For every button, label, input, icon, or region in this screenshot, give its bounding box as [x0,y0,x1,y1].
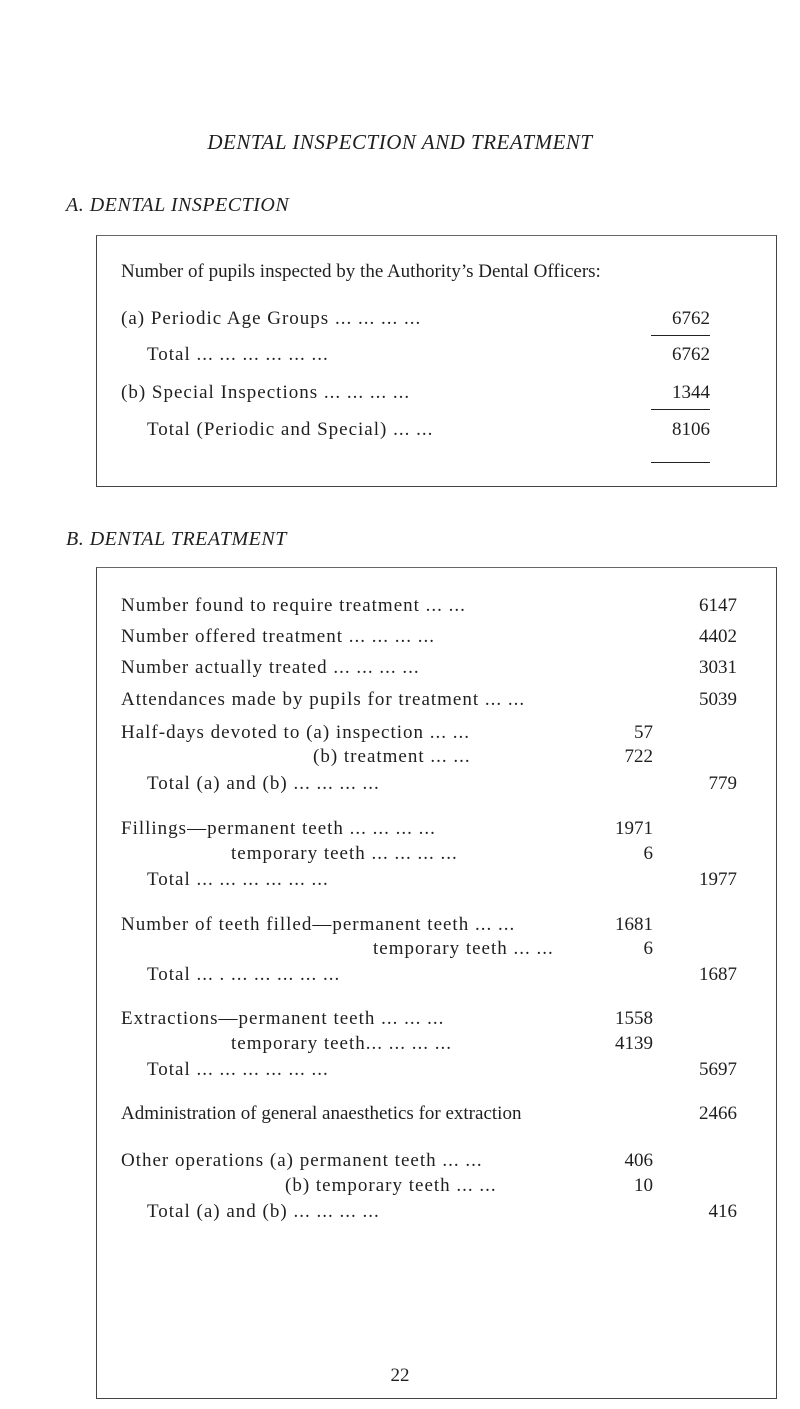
halfdays-treatment-label: (b) treatment ... ... [313,746,471,767]
fillings-permanent-label: Fillings—permanent teeth ... ... ... ... [121,818,436,839]
fillings-permanent-value: 1971 [615,818,653,839]
periodic-value: 6762 [672,308,710,329]
rule [651,409,710,410]
fillings-temporary-label: temporary teeth ... ... ... ... [231,843,458,864]
total-value: 6762 [672,344,710,365]
fillings-total-value: 1977 [699,869,737,890]
anaesthetics-label: Administration of general anaesthetics for extraction [121,1103,522,1124]
page-title: DENTAL INSPECTION AND TREATMENT [207,130,593,154]
other-temporary-label: (b) temporary teeth ... ... [285,1175,497,1196]
halfdays-total-value: 779 [708,773,737,794]
special-value: 1344 [672,382,710,403]
halfdays-inspection-label: Half-days devoted to (a) inspection ... ... [121,722,471,743]
filled-total-value: 1687 [699,964,737,985]
fillings-total-label: Total ... ... ... ... ... ... [147,869,329,890]
extractions-permanent-value: 1558 [615,1008,653,1029]
found-value: 6147 [699,595,737,616]
section-b-title: B. DENTAL TREATMENT [66,528,287,550]
attendances-label: Attendances made by pupils for treatment ... ... [121,689,526,710]
halfdays-total-label: Total (a) and (b) ... ... ... ... [147,773,380,794]
filled-total-label: Total ... . ... ... ... ... ... [147,964,341,985]
filled-temporary-value: 6 [643,938,653,959]
filled-permanent-label: Number of teeth filled—permanent teeth ... ... [121,914,516,935]
extractions-permanent-label: Extractions—permanent teeth ... ... ... [121,1008,445,1029]
section-a-title: A. DENTAL INSPECTION [66,194,290,216]
grand-total-label: Total (Periodic and Special) ... ... [147,419,434,440]
halfdays-treatment-value: 722 [624,746,653,767]
offered-value: 4402 [699,626,737,647]
found-label: Number found to require treatment ... ... [121,595,466,616]
other-permanent-label: Other operations (a) permanent teeth ... ... [121,1150,483,1171]
filled-temporary-label: temporary teeth ... ... [373,938,554,959]
fillings-temporary-value: 6 [643,843,653,864]
grand-total-value: 8106 [672,419,710,440]
filled-permanent-value: 1681 [615,914,653,935]
extractions-temporary-label: temporary teeth... ... ... ... [231,1033,453,1054]
other-total-value: 416 [708,1201,737,1222]
inspection-intro: Number of pupils inspected by the Authority’s Dental Officers: [121,261,601,282]
extractions-temporary-value: 4139 [615,1033,653,1054]
other-permanent-value: 406 [624,1150,653,1171]
page-number: 22 [390,1365,410,1386]
anaesthetics-value: 2466 [699,1103,737,1124]
halfdays-inspection-value: 57 [634,722,653,743]
attendances-value: 5039 [699,689,737,710]
extractions-total-label: Total ... ... ... ... ... ... [147,1059,329,1080]
extractions-total-value: 5697 [699,1059,737,1080]
offered-label: Number offered treatment ... ... ... ... [121,626,436,647]
treated-value: 3031 [699,657,737,678]
special-label: (b) Special Inspections ... ... ... ... [121,382,411,403]
periodic-label: (a) Periodic Age Groups ... ... ... ... [121,308,422,329]
rule [651,335,710,336]
other-temporary-value: 10 [634,1175,653,1196]
treated-label: Number actually treated ... ... ... ... [121,657,420,678]
total-label: Total ... ... ... ... ... ... [147,344,329,365]
other-total-label: Total (a) and (b) ... ... ... ... [147,1201,380,1222]
rule [651,462,710,463]
